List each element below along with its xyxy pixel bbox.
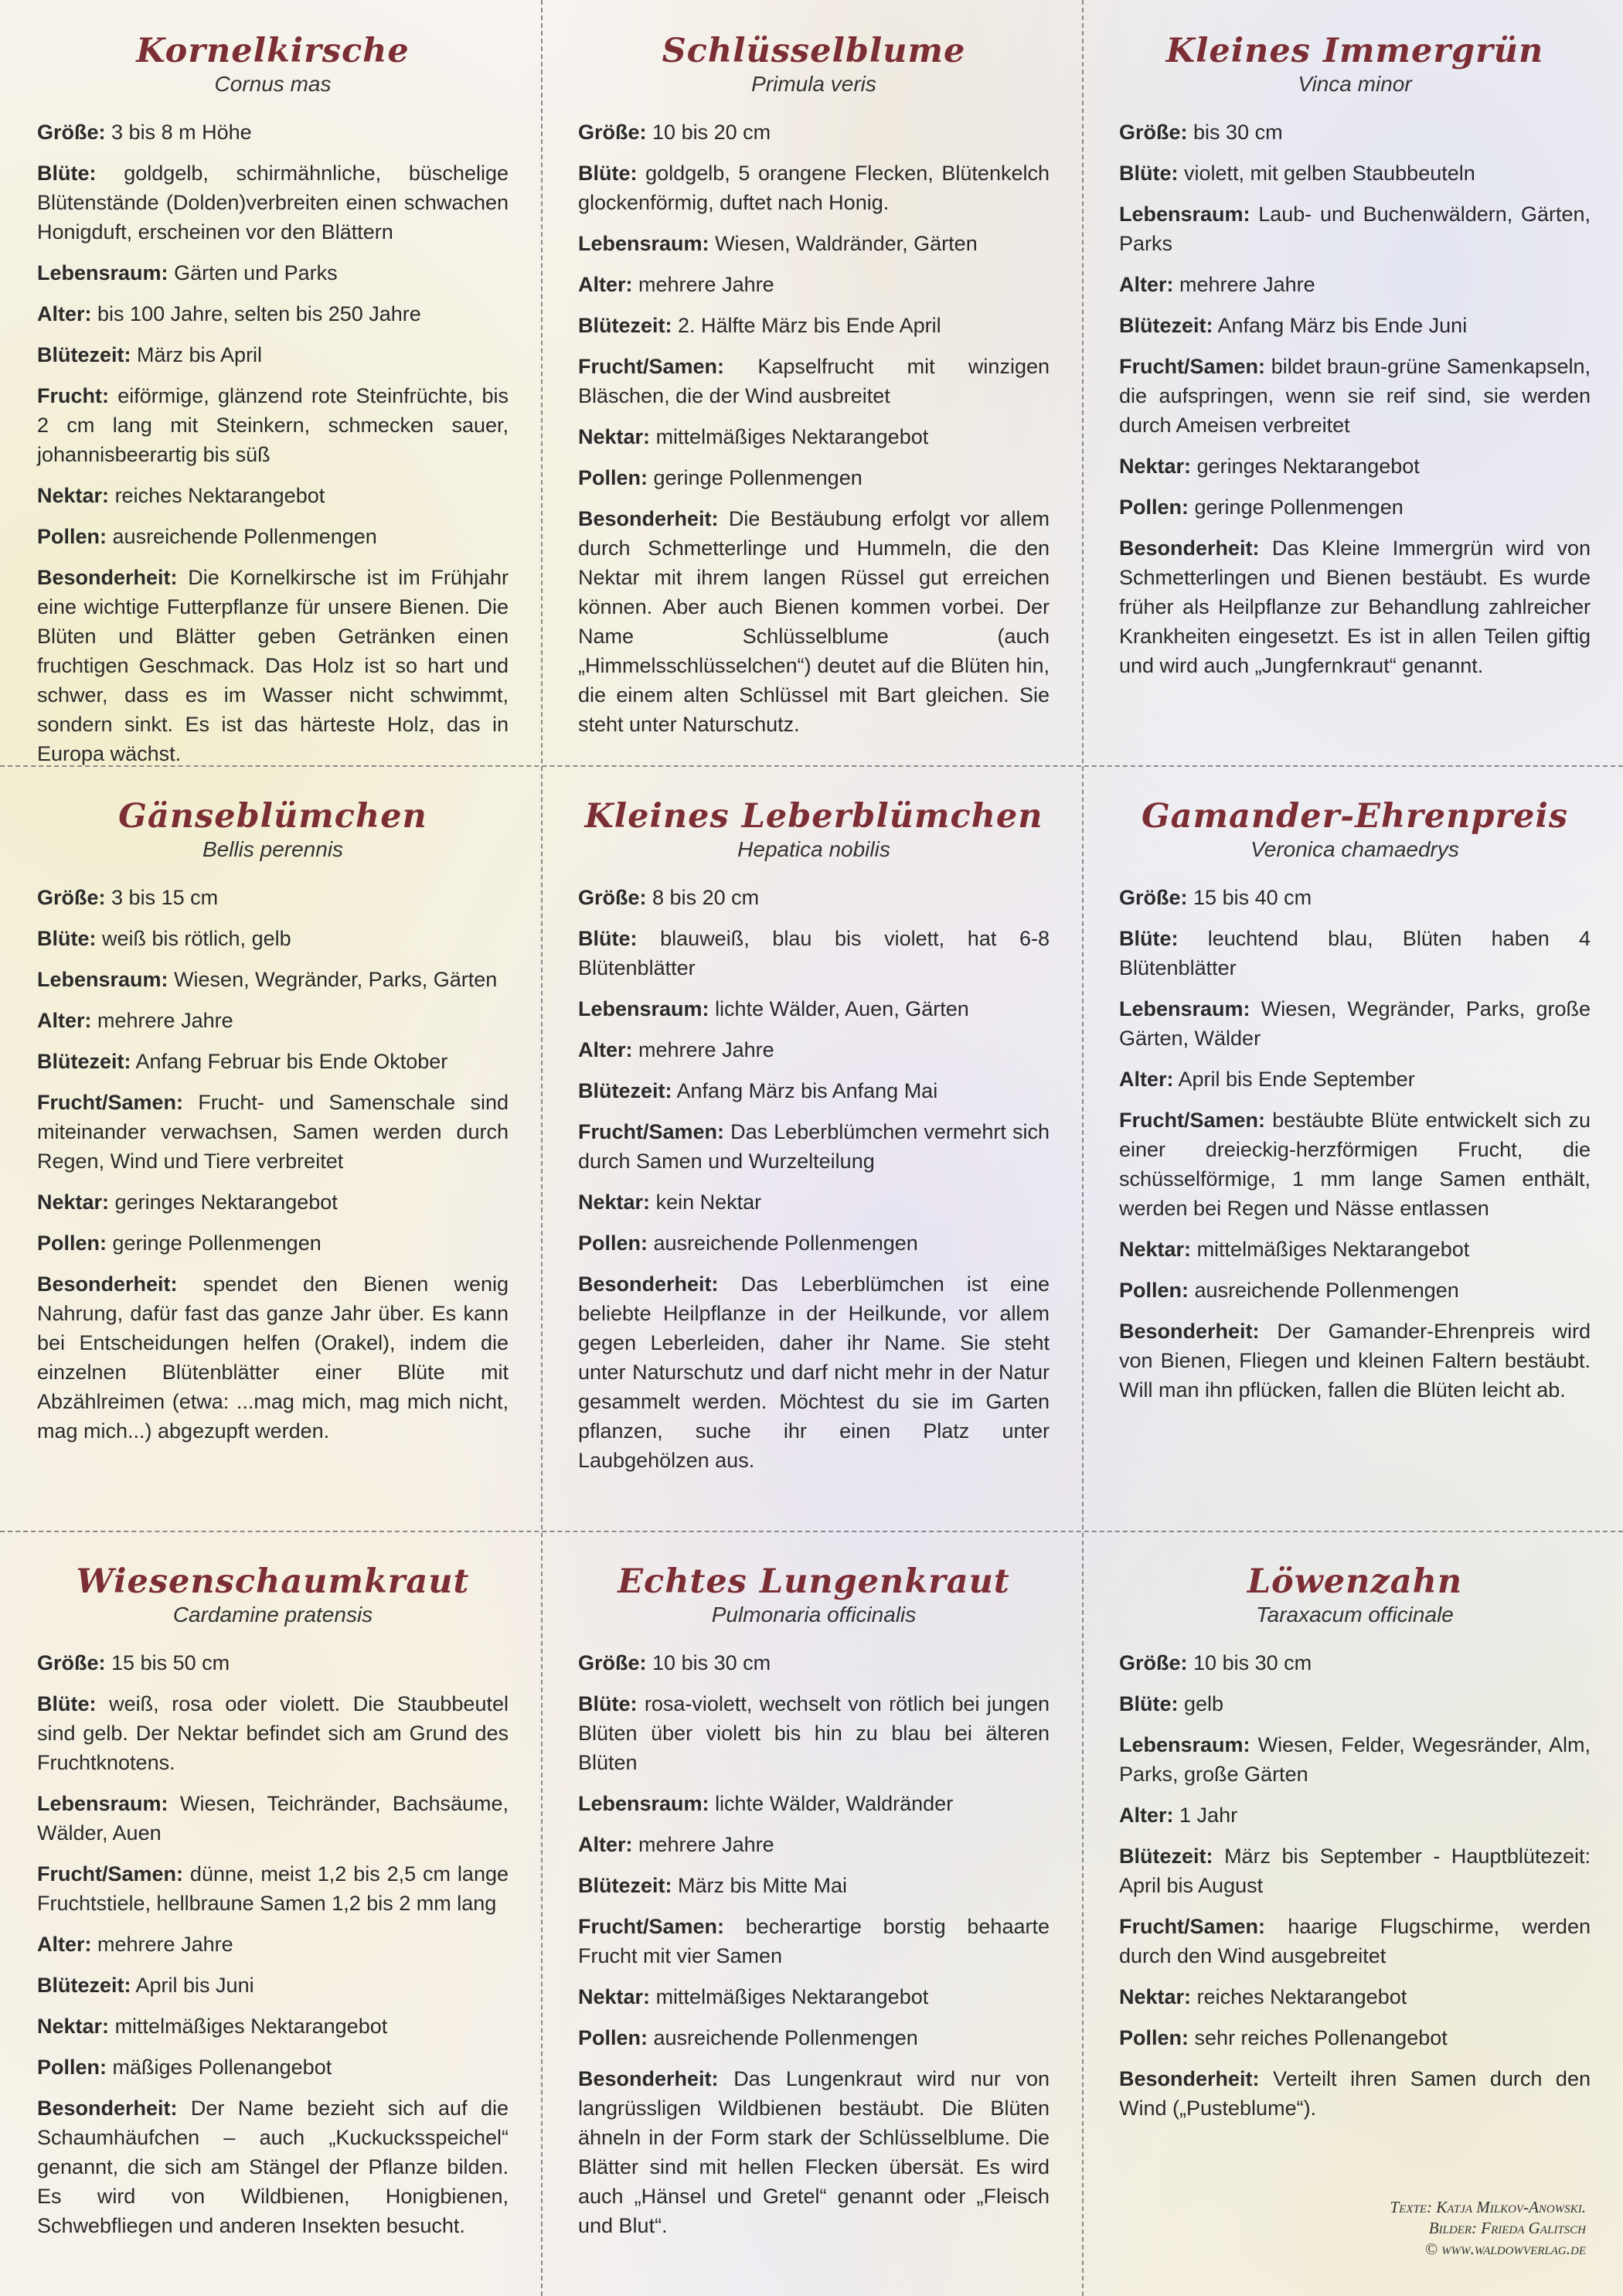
field-value: 15 bis 40 cm	[1193, 886, 1312, 909]
field-label: Blütezeit:	[1119, 314, 1213, 337]
field-value: goldgelb, 5 orangene Flecken, Blütenkelch glockenförmig, duftet nach Honig.	[578, 162, 1050, 214]
plant-field	[578, 1789, 1050, 1818]
field-value: Der Gamander-Ehrenpreis wird von Bienen, Fliegen und kleinen Faltern bestäubt. Will man ihn pflücken, fallen die Blüten leicht ab.	[1119, 1320, 1591, 1402]
plant-field	[1119, 924, 1591, 983]
field-value: mittelmäßiges Nektarangebot	[655, 425, 929, 448]
field-value: rosa-violett, wechselt von rötlich bei jungen Blüten über violett bis hin zu blau bei älteren Blüten	[578, 1692, 1050, 1774]
field-value: haarige Flugschirme, werden durch den Wind ausgebreitet	[1119, 1915, 1591, 1967]
field-label: Blüte:	[37, 162, 97, 185]
plant-field	[37, 158, 509, 247]
field-label: Lebensraum:	[1119, 997, 1250, 1020]
plant-field	[37, 2012, 509, 2041]
field-label: Besonderheit:	[1119, 2067, 1260, 2090]
field-label: Blütezeit:	[1119, 1845, 1213, 1868]
plant-title: Gamander-Ehrenpreis	[1141, 797, 1569, 836]
field-label: Pollen:	[1119, 1279, 1189, 1302]
field-value: lichte Wälder, Waldränder	[715, 1792, 954, 1815]
field-label: Größe:	[1119, 886, 1188, 909]
plant-field	[1119, 1276, 1591, 1305]
field-value: 2. Hälfte März bis Ende April	[678, 314, 941, 337]
field-label: Besonderheit:	[1119, 537, 1260, 560]
field-value: 1 Jahr	[1179, 1804, 1238, 1827]
plant-title: Kornelkirsche	[136, 32, 410, 70]
field-label: Nektar:	[578, 425, 651, 448]
plant-card-lungenkraut	[578, 1562, 1050, 2252]
field-label: Größe:	[578, 1651, 647, 1674]
field-label: Blüte:	[1119, 1692, 1179, 1715]
credits	[1390, 2197, 1586, 2260]
plant-field	[578, 1912, 1050, 1971]
field-value: 3 bis 8 m Höhe	[111, 121, 252, 144]
field-label: Frucht:	[37, 384, 109, 407]
plant-field	[1119, 1065, 1591, 1094]
plant-field	[1119, 1800, 1591, 1830]
plant-field	[37, 1859, 509, 1918]
column-divider	[1082, 0, 1084, 2296]
field-label: Lebensraum:	[37, 968, 168, 991]
field-label: Alter:	[37, 1009, 92, 1032]
credits-images: Bilder: Frieda Galitsch	[1428, 2219, 1586, 2237]
field-value: leuchtend blau, Blüten haben 4 Blütenblätter	[1119, 927, 1591, 979]
field-label: Frucht/Samen:	[578, 355, 725, 378]
field-value: mäßiges Pollenangebot	[112, 2056, 332, 2079]
field-value: blauweiß, blau bis violett, hat 6-8 Blütenblätter	[578, 927, 1050, 979]
plant-field	[1119, 1730, 1591, 1789]
field-label: Nektar:	[37, 2015, 110, 2038]
field-label: Alter:	[578, 273, 633, 296]
field-value: reiches Nektarangebot	[114, 484, 325, 507]
plant-field	[578, 1076, 1050, 1105]
field-label: Nektar:	[1119, 455, 1192, 478]
field-label: Lebensraum:	[578, 997, 709, 1020]
plant-field	[37, 1187, 509, 1217]
plant-latin-name: Vinca minor	[1298, 72, 1412, 96]
field-value: goldgelb, schirmähnliche, büschelige Blütenstände (Dolden)verbreiten einen schwachen Honigduft, erscheinen vor den Blättern	[37, 162, 509, 244]
plant-field	[37, 1006, 509, 1035]
field-value: Das Kleine Immergrün wird von Schmetterlingen und Bienen bestäubt. Es wurde früher als Heilpflanze zur Behandlung zahlreicher Krankheiten eingesetzt. Es ist in allen Teilen giftig und wird auch „Jungfernkraut“ genannt.	[1119, 537, 1591, 677]
field-value: sehr reiches Pollenangebot	[1194, 2026, 1448, 2049]
field-label: Blüte:	[578, 162, 638, 185]
field-value: mehrere Jahre	[97, 1009, 233, 1032]
field-label: Größe:	[578, 886, 647, 909]
field-value: mehrere Jahre	[1179, 273, 1315, 296]
plant-field	[37, 1269, 509, 1446]
plant-title: Gänseblümchen	[118, 797, 427, 836]
field-label: Blütezeit:	[37, 1050, 131, 1073]
plant-field	[1119, 533, 1591, 680]
field-label: Blütezeit:	[578, 1874, 672, 1897]
plant-latin-name: Pulmonaria officinalis	[711, 1603, 917, 1627]
field-value: Wiesen, Felder, Wegesränder, Alm, Parks, große Gärten	[1119, 1733, 1591, 1786]
field-value: Wiesen, Wegränder, Parks, Gärten	[174, 968, 498, 991]
plant-field	[578, 1035, 1050, 1065]
field-value: Die Bestäubung erfolgt vor allem durch Schmetterlinge und Hummeln, die den Nektar mit ihrem langen Rüssel gut erreichen können. Aber auch Bienen kommen vorbei. Der Name Schlüsselblume (auch „Himmelsschlüsselchen“) deutet auf die Blüten hin, die einem alten Schlüssel mit Bart gleichen. Sie steht unter Naturschutz.	[578, 507, 1050, 736]
plant-field	[37, 258, 509, 288]
field-label: Nektar:	[578, 1191, 651, 1214]
field-label: Lebensraum:	[578, 1792, 709, 1815]
plant-title: Löwenzahn	[1247, 1562, 1463, 1601]
plant-card-gaensebluemchen	[37, 796, 509, 1457]
field-value: mittelmäßiges Nektarangebot	[655, 1985, 929, 2008]
plant-field	[37, 965, 509, 994]
plant-field	[1119, 1648, 1591, 1678]
plant-field	[578, 422, 1050, 451]
plant-field	[1119, 2023, 1591, 2052]
field-value: Die Kornelkirsche ist im Frühjahr eine wichtige Futterpflanze für unsere Bienen. Die Blüten und Blätter geben Getränken einen fruchtigen Geschmack. Das Holz ist so hart und schwer, dass es im Wasser nicht schwimmt, sondern sinkt. Es ist das härteste Holz, das in Europa wächst.	[37, 566, 509, 765]
plant-field	[37, 381, 509, 469]
field-value: Frucht- und Samenschale sind miteinander verwachsen, Samen werden durch Regen, Wind und Tiere verbreitet	[37, 1091, 509, 1173]
plant-title: Echtes Lungenkraut	[618, 1562, 1010, 1601]
field-label: Blütezeit:	[578, 314, 672, 337]
field-label: Größe:	[1119, 121, 1188, 144]
field-label: Blüte:	[37, 1692, 97, 1715]
plant-field	[1119, 994, 1591, 1053]
plant-title: Kleines Leberblümchen	[584, 797, 1043, 836]
plant-field	[1119, 883, 1591, 912]
field-value: weiß, rosa oder violett. Die Staubbeutel sind gelb. Der Nektar befindet sich am Grund des Fruchtknotens.	[37, 1692, 509, 1774]
field-label: Pollen:	[578, 1231, 648, 1255]
field-value: Anfang Februar bis Ende Oktober	[135, 1050, 448, 1073]
field-value: mittelmäßiges Nektarangebot	[114, 2015, 388, 2038]
plant-card-schluesselblume	[578, 31, 1050, 751]
plant-field	[578, 1187, 1050, 1217]
field-value: ausreichende Pollenmengen	[112, 525, 377, 548]
plant-latin-name: Hepatica nobilis	[737, 837, 890, 861]
field-label: Größe:	[578, 121, 647, 144]
field-label: Größe:	[37, 886, 106, 909]
field-label: Pollen:	[37, 525, 107, 548]
field-label: Alter:	[1119, 273, 1174, 296]
field-value: ausreichende Pollenmengen	[1194, 1279, 1459, 1302]
plant-field	[578, 270, 1050, 299]
plant-field	[1119, 492, 1591, 522]
plant-field	[1119, 2064, 1591, 2123]
plant-field	[578, 1269, 1050, 1475]
plant-field	[37, 1930, 509, 1959]
plant-field	[578, 1648, 1050, 1678]
plant-field	[37, 2052, 509, 2082]
plant-latin-name: Primula veris	[751, 72, 876, 96]
plant-field	[37, 522, 509, 551]
plant-field	[37, 563, 509, 768]
field-value: lichte Wälder, Auen, Gärten	[715, 997, 969, 1020]
field-value: 3 bis 15 cm	[111, 886, 219, 909]
plant-field	[1119, 1105, 1591, 1223]
field-label: Pollen:	[37, 1231, 107, 1255]
field-label: Frucht/Samen:	[1119, 355, 1266, 378]
field-label: Nektar:	[37, 484, 110, 507]
field-label: Frucht/Samen:	[578, 1120, 725, 1143]
plant-field	[37, 1228, 509, 1258]
field-value: Anfang März bis Anfang Mai	[676, 1079, 938, 1102]
plant-field	[37, 1971, 509, 2000]
field-label: Alter:	[37, 302, 92, 325]
field-value: geringe Pollenmengen	[1194, 496, 1404, 519]
field-label: Alter:	[1119, 1068, 1174, 1091]
plant-latin-name: Veronica chamaedrys	[1250, 837, 1459, 861]
field-label: Frucht/Samen:	[1119, 1109, 1266, 1132]
field-value: Wiesen, Waldränder, Gärten	[715, 232, 978, 255]
plant-field	[1119, 352, 1591, 440]
plant-field	[1119, 311, 1591, 340]
plant-field	[578, 1830, 1050, 1859]
field-label: Lebensraum:	[1119, 203, 1250, 226]
field-value: gelb	[1184, 1692, 1224, 1715]
plant-field	[37, 1789, 509, 1848]
field-label: Nektar:	[37, 1191, 110, 1214]
field-label: Besonderheit:	[37, 566, 178, 589]
field-value: Der Name bezieht sich auf die Schaumhäufchen – auch „Kuckucksspeichel“ genannt, die sich am Stängel der Pflanze bilden. Es wird von Wildbienen, Honigbienen, Schwebfliegen und anderen Insekten besucht.	[37, 2097, 509, 2237]
plant-card-kornelkirsche	[37, 31, 509, 780]
plant-field	[1119, 1841, 1591, 1900]
plant-field	[578, 1228, 1050, 1258]
field-value: Wiesen, Teichränder, Bachsäume, Wälder, Auen	[37, 1792, 509, 1845]
field-value: mehrere Jahre	[638, 1038, 774, 1061]
credits-publisher: © www.waldowverlag.de	[1424, 2240, 1586, 2258]
plant-field	[1119, 199, 1591, 258]
field-value: spendet den Bienen wenig Nahrung, dafür fast das ganze Jahr über. Es kann bei Entscheidungen helfen (Orakel), indem die einzelnen Blütenblätter einer Blüte mit Abzählreimen (etwa: ...mag mich, mag mich nicht, mag mich...) abgezupft werden.	[37, 1272, 509, 1443]
plant-field	[578, 994, 1050, 1024]
plant-field	[578, 883, 1050, 912]
plant-title: Kleines Immergrün	[1165, 32, 1544, 70]
plant-field	[37, 1689, 509, 1777]
field-value: ausreichende Pollenmengen	[653, 1231, 918, 1255]
plant-field	[578, 118, 1050, 147]
plant-card-ehrenpreis	[1119, 796, 1591, 1416]
field-value: eiförmige, glänzend rote Steinfrüchte, bis 2 cm lang mit Steinkern, schmecken sauer, johannisbeerartig bis süß	[37, 384, 509, 466]
field-value: bildet braun-grüne Samenkapseln, die aufspringen, wenn sie reif sind, sie werden durch Ameisen verbreitet	[1119, 355, 1591, 437]
plant-field	[578, 158, 1050, 217]
plant-latin-name: Bellis perennis	[202, 837, 344, 861]
field-value: reiches Nektarangebot	[1196, 1985, 1407, 2008]
plant-field	[578, 1117, 1050, 1176]
field-value: weiß bis rötlich, gelb	[102, 927, 291, 950]
field-label: Besonderheit:	[1119, 1320, 1260, 1343]
field-value: 15 bis 50 cm	[111, 1651, 230, 1674]
field-value: Verteilt ihren Samen durch den Wind („Pusteblume“).	[1119, 2067, 1591, 2120]
plant-field	[1119, 270, 1591, 299]
field-label: Blüte:	[578, 927, 638, 950]
plant-field	[37, 1088, 509, 1176]
plant-field	[578, 2023, 1050, 2052]
field-value: mittelmäßiges Nektarangebot	[1196, 1238, 1470, 1261]
field-label: Alter:	[37, 1933, 92, 1956]
field-label: Größe:	[37, 121, 106, 144]
field-value: kein Nektar	[655, 1191, 762, 1214]
field-label: Nektar:	[1119, 1238, 1192, 1261]
field-value: mehrere Jahre	[97, 1933, 233, 1956]
field-value: 10 bis 30 cm	[1193, 1651, 1312, 1674]
plant-field	[578, 1689, 1050, 1777]
plant-field	[578, 2064, 1050, 2240]
field-value: mehrere Jahre	[638, 1833, 774, 1856]
plant-field	[578, 1982, 1050, 2012]
field-value: Laub- und Buchenwäldern, Gärten, Parks	[1119, 203, 1591, 255]
field-label: Lebensraum:	[37, 261, 168, 284]
field-value: mehrere Jahre	[638, 273, 774, 296]
field-label: Blüte:	[1119, 162, 1179, 185]
field-value: 10 bis 30 cm	[652, 1651, 771, 1674]
plant-field	[1119, 1912, 1591, 1971]
plant-latin-name: Cornus mas	[214, 72, 332, 96]
field-label: Besonderheit:	[578, 2067, 719, 2090]
field-value: Das Leberblümchen ist eine beliebte Heilpflanze in der Heilkunde, vor allem gegen Leberleiden, daher ihr Name. Sie steht unter Naturschutz und darf nicht mehr in der Natur gesammelt werden. Möchtest du sie im Garten pflanzen, suche ihr einen Platz unter Laubgehölzen aus.	[578, 1272, 1050, 1472]
plant-field	[578, 311, 1050, 340]
field-value: Kapselfrucht mit winzigen Bläschen, die der Wind ausbreitet	[578, 355, 1050, 407]
plant-field	[578, 352, 1050, 410]
field-label: Besonderheit:	[578, 507, 719, 530]
field-value: Anfang März bis Ende Juni	[1217, 314, 1468, 337]
plant-card-wiesenschaumkraut	[37, 1562, 509, 2252]
field-value: geringes Nektarangebot	[114, 1191, 338, 1214]
plant-title: Schlüsselblume	[662, 32, 966, 70]
plant-field	[578, 463, 1050, 492]
plant-field	[1119, 1317, 1591, 1405]
field-label: Besonderheit:	[578, 1272, 719, 1296]
field-value: geringes Nektarangebot	[1196, 455, 1420, 478]
plant-field	[37, 924, 509, 953]
field-label: Blütezeit:	[578, 1079, 672, 1102]
plant-field	[578, 924, 1050, 983]
field-value: 8 bis 20 cm	[652, 886, 760, 909]
field-value: Gärten und Parks	[174, 261, 338, 284]
plant-latin-name: Taraxacum officinale	[1256, 1603, 1454, 1627]
field-label: Pollen:	[578, 466, 648, 489]
plant-field	[37, 2093, 509, 2240]
plant-title: Wiesenschaumkraut	[76, 1562, 470, 1601]
field-label: Frucht/Samen:	[578, 1915, 725, 1938]
field-label: Pollen:	[1119, 2026, 1189, 2049]
plant-card-leberbluemchen	[578, 796, 1050, 1487]
column-divider	[541, 0, 543, 2296]
field-label: Blütezeit:	[37, 343, 131, 366]
plant-latin-name: Cardamine pratensis	[172, 1603, 373, 1627]
field-label: Frucht/Samen:	[1119, 1915, 1266, 1938]
field-value: März bis Mitte Mai	[678, 1874, 848, 1897]
field-label: Pollen:	[37, 2056, 107, 2079]
field-label: Alter:	[1119, 1804, 1174, 1827]
field-value: geringe Pollenmengen	[112, 1231, 322, 1255]
credits-text: Texte: Katja Milkov-Anowski.	[1390, 2198, 1586, 2216]
plant-field	[37, 340, 509, 370]
field-label: Lebensraum:	[37, 1792, 168, 1815]
plant-card-loewenzahn	[1119, 1562, 1591, 2134]
field-value: bis 100 Jahre, selten bis 250 Jahre	[97, 302, 421, 325]
field-label: Blüte:	[1119, 927, 1179, 950]
field-label: Frucht/Samen:	[37, 1091, 184, 1114]
plant-field	[37, 1047, 509, 1076]
field-label: Alter:	[578, 1833, 633, 1856]
field-value: bestäubte Blüte entwickelt sich zu einer dreieckig-herzförmigen Frucht, die schüsselförmige, 1 mm lange Samen enthält, werden bei Regen und Nässe entlassen	[1119, 1109, 1591, 1220]
field-label: Blüte:	[37, 927, 97, 950]
field-label: Frucht/Samen:	[37, 1862, 184, 1886]
field-value: geringe Pollenmengen	[653, 466, 863, 489]
plant-field	[1119, 118, 1591, 147]
plant-field	[37, 883, 509, 912]
field-value: bis 30 cm	[1193, 121, 1283, 144]
field-value: violett, mit gelben Staubbeuteln	[1184, 162, 1475, 185]
plant-field	[1119, 1235, 1591, 1264]
plant-field	[578, 229, 1050, 258]
field-label: Pollen:	[1119, 496, 1189, 519]
plant-field	[578, 504, 1050, 739]
plant-field	[37, 481, 509, 510]
field-label: Nektar:	[1119, 1985, 1192, 2008]
plant-field	[37, 118, 509, 147]
field-label: Besonderheit:	[37, 2097, 178, 2120]
plant-field	[1119, 1982, 1591, 2012]
plant-field	[578, 1871, 1050, 1900]
field-value: dünne, meist 1,2 bis 2,5 cm lange Fruchtstiele, hellbraune Samen 1,2 bis 2 mm lang	[37, 1862, 509, 1915]
field-label: Blütezeit:	[37, 1974, 131, 1997]
field-label: Besonderheit:	[37, 1272, 178, 1296]
field-value: März bis April	[137, 343, 263, 366]
plant-field	[1119, 1689, 1591, 1719]
field-label: Größe:	[1119, 1651, 1188, 1674]
field-value: März bis September - Hauptblütezeit: April bis August	[1119, 1845, 1591, 1897]
field-value: April bis Ende September	[1178, 1068, 1415, 1091]
field-value: Das Leberblümchen vermehrt sich durch Samen und Wurzelteilung	[578, 1120, 1050, 1173]
plant-field	[1119, 158, 1591, 188]
plant-field	[1119, 451, 1591, 481]
field-value: Das Lungenkraut wird nur von langrüssligen Wildbienen bestäubt. Die Blüten ähneln in der Form stark der Schlüsselblume. Die Blätter sind mit hellen Flecken übersät. Es wird auch „Hänsel und Gretel“ genannt oder „Fleisch und Blut“.	[578, 2067, 1050, 2237]
plant-card-immergruen	[1119, 31, 1591, 692]
row-divider	[0, 1531, 1623, 1532]
field-value: ausreichende Pollenmengen	[653, 2026, 918, 2049]
field-value: April bis Juni	[135, 1974, 254, 1997]
field-label: Lebensraum:	[1119, 1733, 1250, 1756]
field-label: Nektar:	[578, 1985, 651, 2008]
field-label: Blüte:	[578, 1692, 638, 1715]
field-label: Pollen:	[578, 2026, 648, 2049]
field-label: Alter:	[578, 1038, 633, 1061]
plant-field	[37, 1648, 509, 1678]
field-value: Wiesen, Wegränder, Parks, große Gärten, Wälder	[1119, 997, 1591, 1050]
field-value: becherartige borstig behaarte Frucht mit vier Samen	[578, 1915, 1050, 1967]
plant-field	[37, 299, 509, 329]
field-label: Lebensraum:	[578, 232, 709, 255]
field-label: Größe:	[37, 1651, 106, 1674]
field-value: 10 bis 20 cm	[652, 121, 771, 144]
